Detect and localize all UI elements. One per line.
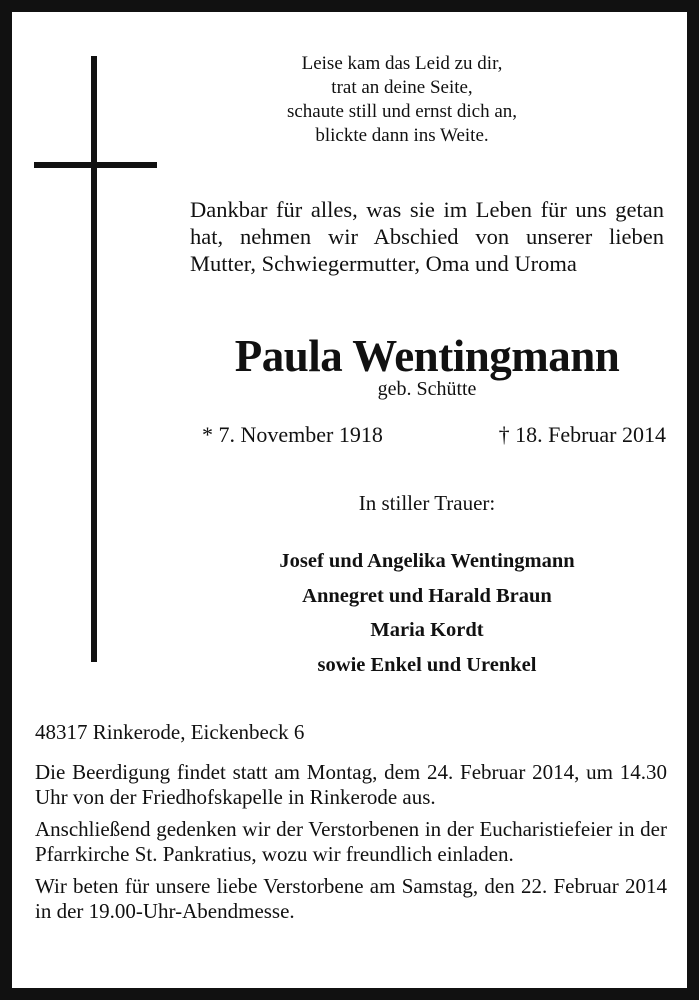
mourner: sowie Enkel und Urenkel (317, 653, 537, 676)
mourner: Josef und Angelika Wentingmann (279, 550, 575, 572)
prayer-paragraph: Wir beten für unsere liebe Verstorbene am Samstag, den 22. Februar 2014 in der 19.00-Uhr-Abendmesse. (35, 873, 667, 923)
mourner: Annegret und Harald Braun (302, 584, 552, 607)
poem-line: Leise kam das Leid zu dir, (301, 53, 503, 74)
poem-line: schaute still und ernst dich an, (286, 101, 518, 122)
birth-date: * 7. November 1918 (202, 422, 383, 447)
death-date: † 18. Februar 2014 (498, 422, 666, 447)
mass-paragraph: Anschließend gedenken wir der Verstorbenen in der Eucharistiefeier in der Pfarrkirche St. Pankratius, wozu wir freundlich einladen. (35, 816, 667, 866)
intro-text: Dankbar für alles, was sie im Leben für uns getan hat, nehmen wir Abschied von unserer lieben Mutter, Schwiegermutter, Oma und Uroma (190, 197, 664, 276)
mourning-intro: In stiller Trauer: (358, 491, 496, 515)
mourner: Maria Kordt (370, 619, 484, 641)
mourners-list (192, 544, 662, 682)
funeral-paragraph: Die Beerdigung findet statt am Montag, dem 24. Februar 2014, um 14.30 Uhr von der Friedhofskapelle in Rinkerode aus. (35, 759, 667, 809)
address: 48317 Rinkerode, Eickenbeck 6 (35, 720, 305, 744)
poem (242, 52, 562, 148)
poem-line: blickte dann ins Weite. (315, 125, 489, 146)
funeral-details (35, 720, 667, 931)
cross-vertical-bar (91, 56, 97, 662)
deceased-name: Paula Wentingmann (234, 331, 620, 381)
cross-horizontal-bar (34, 162, 157, 168)
birth-name: geb. Schütte (377, 378, 477, 400)
poem-line: trat an deine Seite, (331, 77, 473, 98)
